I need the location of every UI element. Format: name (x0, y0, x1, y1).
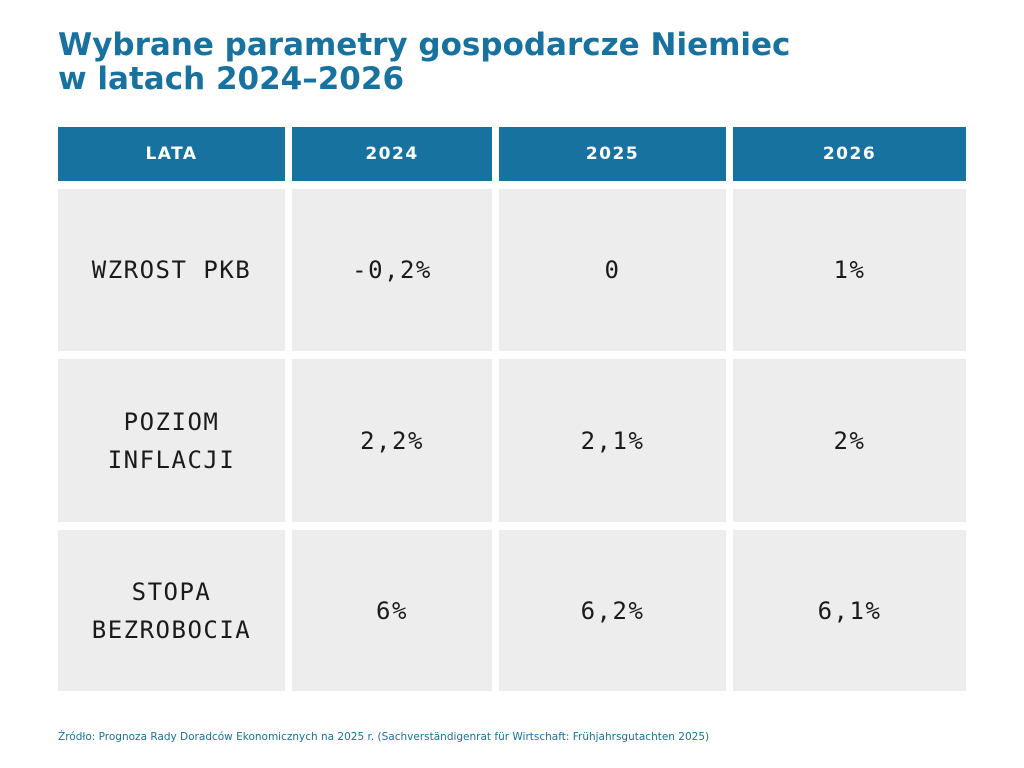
row-label-unemployment: STOPA BEZROBOCIA (58, 530, 285, 691)
header-cell-2026: 2026 (733, 127, 966, 181)
header-cell-2025: 2025 (499, 127, 726, 181)
gdp-growth-2026: 1% (733, 189, 966, 351)
inflation-2024: 2,2% (292, 359, 492, 522)
unemployment-2026: 6,1% (733, 530, 966, 691)
header-cell-2024: 2024 (292, 127, 492, 181)
unemployment-2024: 6% (292, 530, 492, 691)
gdp-growth-2025: 0 (499, 189, 726, 351)
gdp-growth-2024: -0,2% (292, 189, 492, 351)
page-title-line-1: Wybrane parametry gospodarcze Niemiec (58, 27, 791, 63)
inflation-2026: 2% (733, 359, 966, 522)
row-label-inflation: POZIOM INFLACJI (58, 359, 285, 522)
source-note: Źródło: Prognoza Rady Doradców Ekonomicznych na 2025 r. (Sachverständigenrat für Wirtschaft: Frühjahrsgutachten 2025) (58, 731, 710, 743)
row-label-gdp-growth: WZROST PKB (58, 189, 285, 351)
page-title (58, 28, 790, 96)
page-title-line-2: w latach 2024–2026 (58, 61, 405, 97)
economic-parameters-table (58, 127, 966, 691)
inflation-2025: 2,1% (499, 359, 726, 522)
header-cell-years: LATA (58, 127, 285, 181)
unemployment-2025: 6,2% (499, 530, 726, 691)
